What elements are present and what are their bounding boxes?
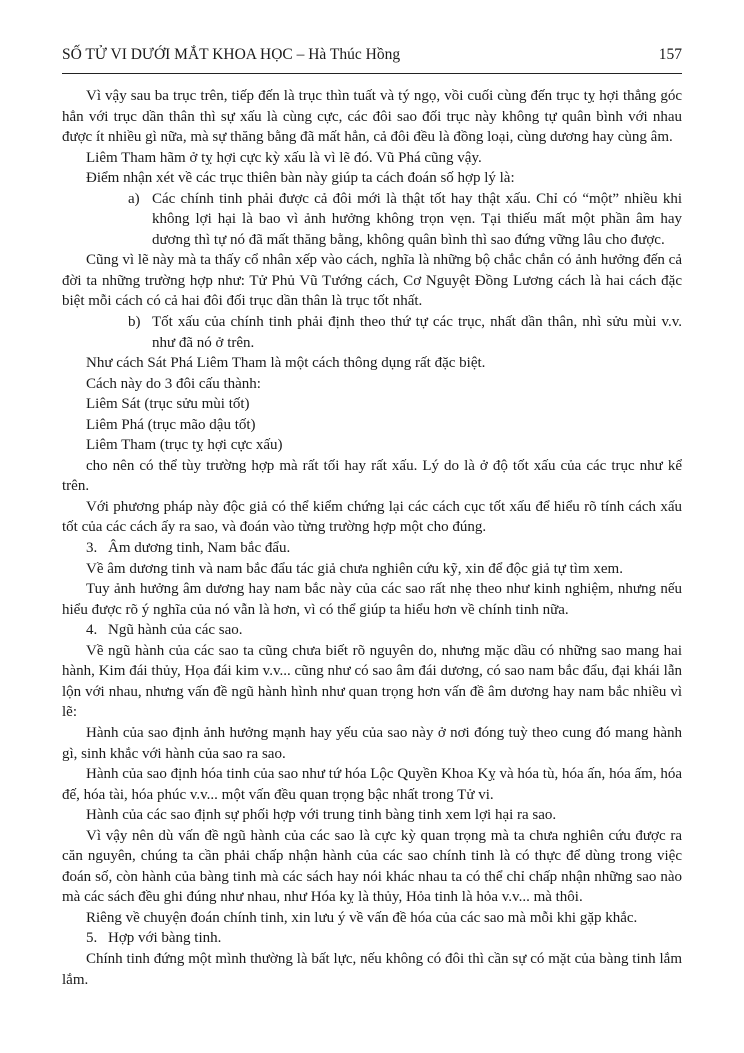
section-title: Âm dương tinh, Nam bắc đẩu. [108,540,291,557]
list-marker: a) [128,190,140,207]
paragraph: Điểm nhận xét về các trục thiên bàn này giúp ta cách đoán số hợp lý là: [86,170,515,187]
section-heading-5 [62,928,682,949]
list-item-b [62,312,682,353]
section-number: 3. [86,540,98,557]
running-header [62,46,682,64]
paragraph: Về âm dương tinh và nam bắc đẩu tác giả chưa nghiên cứu kỹ, xin để độc giả tự tìm xem. [86,560,623,577]
paragraph: Riêng về chuyện đoán chính tinh, xin lưu ý về vấn đề hóa của các sao mà mỗi khi gặp khắc. [86,909,638,926]
section-number: 5. [86,930,98,947]
list-text: Tốt xấu của chính tinh phải định theo thứ tự các trục, nhất dần thân, nhì sửu mùi v.v. như đã nó ở trên. [152,314,682,351]
body-text [62,86,682,990]
paragraph: Với phương pháp này độc giả có thể kiểm chứng lại các cách cục tốt xấu để hiểu rõ tính cách xấu tốt của các cách ấy ra sao, và đoán vào từng trường hợp một cho đúng. [62,498,682,536]
paragraph: Chính tinh đứng một mình thường là bất lực, nếu không có đôi thì cần sự có mặt của bàng tinh lắm lắm. [62,950,682,988]
section-heading-4 [62,620,682,641]
paragraph: Liêm Phá (trục mão dậu tốt) [86,416,256,433]
paragraph: Hành của sao định ảnh hưởng mạnh hay yếu của sao này ở nơi đóng tuỳ theo cung đó mang hành gì, sinh khắc với hành của sao ra sao. [62,724,682,762]
page-number: 157 [658,46,682,63]
section-title: Hợp với bàng tinh. [108,930,222,947]
paragraph: cho nên có thể tùy trường hợp mà rất tối hay rất xấu. Lý do là ở độ tốt xấu của các trục như kể trên. [62,457,682,495]
paragraph: Liêm Sát (trục sửu mùi tốt) [86,396,250,413]
paragraph: Cũng vì lẽ này mà ta thấy cổ nhân xếp vào cách, nghĩa là những bộ chắc chắn có ảnh hưởng đến cả đời ta những trường hợp như: Tử Phủ Vũ Tướng cách, Cơ Nguyệt Đồng Lương cách là hai cách đặc biệt mỗi cách có cả hai đôi đối trục dần thân là trục tốt nhất. [62,252,682,310]
list-item-a [62,189,682,251]
list-text: Các chính tinh phải được cả đôi mới là thật tốt hay thật xấu. Chỉ có “một” nhiều khi không lợi hại là bao vì ảnh hưởng không trọn vẹn. Tại thiếu mất một phần âm hay dương thì tự nó đã mất thăng bằng, không quân bình thì sao đứng vững lâu cho được. [152,190,682,248]
header-rule [62,73,682,74]
paragraph: Về ngũ hành của các sao ta cũng chưa biết rõ nguyên do, nhưng mặc dầu có những sao mang hai hành, Kim đái thủy, Họa đái kim v.v... cũng như có sao âm đái dương, có sao nam bắc đẩu, đại khái lẫn lộn với nhau, nhưng vấn đề ngũ hành hình như quan trọng hơn vấn đề âm dương hay nam bắc nhiều vì lẽ: [62,642,682,721]
section-number: 4. [86,622,98,639]
list-marker: b) [128,314,141,331]
paragraph: Liêm Tham (trục tỵ hợi cực xấu) [86,437,283,454]
paragraph: Cách này do 3 đôi cấu thành: [86,375,261,392]
paragraph: Hành của các sao định sự phối hợp với trung tinh bàng tinh xem lợi hại ra sao. [86,807,557,824]
paragraph: Vì vậy sau ba trục trên, tiếp đến là trục thìn tuất và tý ngọ, vồi cuối cùng đến trục tỵ hợi thẳng góc hẳn với trục dần thân thì sự xấu là cùng cực, các đôi sao đối trục này không tự quân bình với nhau được ít nhiều gì nữa, mà sự thăng bằng đã mất hẳn, cả đôi đều là đồng loại, cùng dương hay cùng âm. [62,88,682,146]
section-heading-3 [62,538,682,559]
paragraph: Liêm Tham hãm ở tỵ hợi cực kỳ xấu là vì lẽ đó. Vũ Phá cũng vậy. [86,149,482,166]
paragraph: Hành của sao định hóa tinh của sao như tứ hóa Lộc Quyền Khoa Kỵ và hóa tù, hóa ấn, hóa ấm, hóa đế, hóa tài, hóa phúc v.v... một vấn đều quan trọng bậc nhất trong Tử vi. [62,766,682,803]
header-title: SỐ TỬ VI DƯỚI MẮT KHOA HỌC – Hà Thúc Hồng [62,46,401,63]
paragraph: Như cách Sát Phá Liêm Tham là một cách thông dụng rất đặc biệt. [86,355,486,372]
paragraph: Vì vậy nên dù vấn đề ngũ hành của các sao là cực kỳ quan trọng mà ta chưa nghiên cứu được ra căn nguyên, chúng ta cần phải chấp nhận hành của các sao chính tinh là có thực để dùng trong việc đoán số, còn hành của bàng tinh mà các sách hay nói khác nhau ta có thể chỉ chấp nhận những sao nào mà các sách đều ghi đúng như nhau, như Hóa kỵ là thủy, Hỏa tinh là hỏa v.v... mà thôi. [62,827,682,906]
section-title: Ngũ hành của các sao. [108,622,243,639]
paragraph: Tuy ảnh hưởng âm dương hay nam bắc này của các sao rất nhẹ theo như kinh nghiệm, nhưng nếu hiểu được rõ ý nghĩa của nó vẫn là hơn, vì có thể giúp ta hiểu hơn về chính tinh nữa. [62,581,682,618]
